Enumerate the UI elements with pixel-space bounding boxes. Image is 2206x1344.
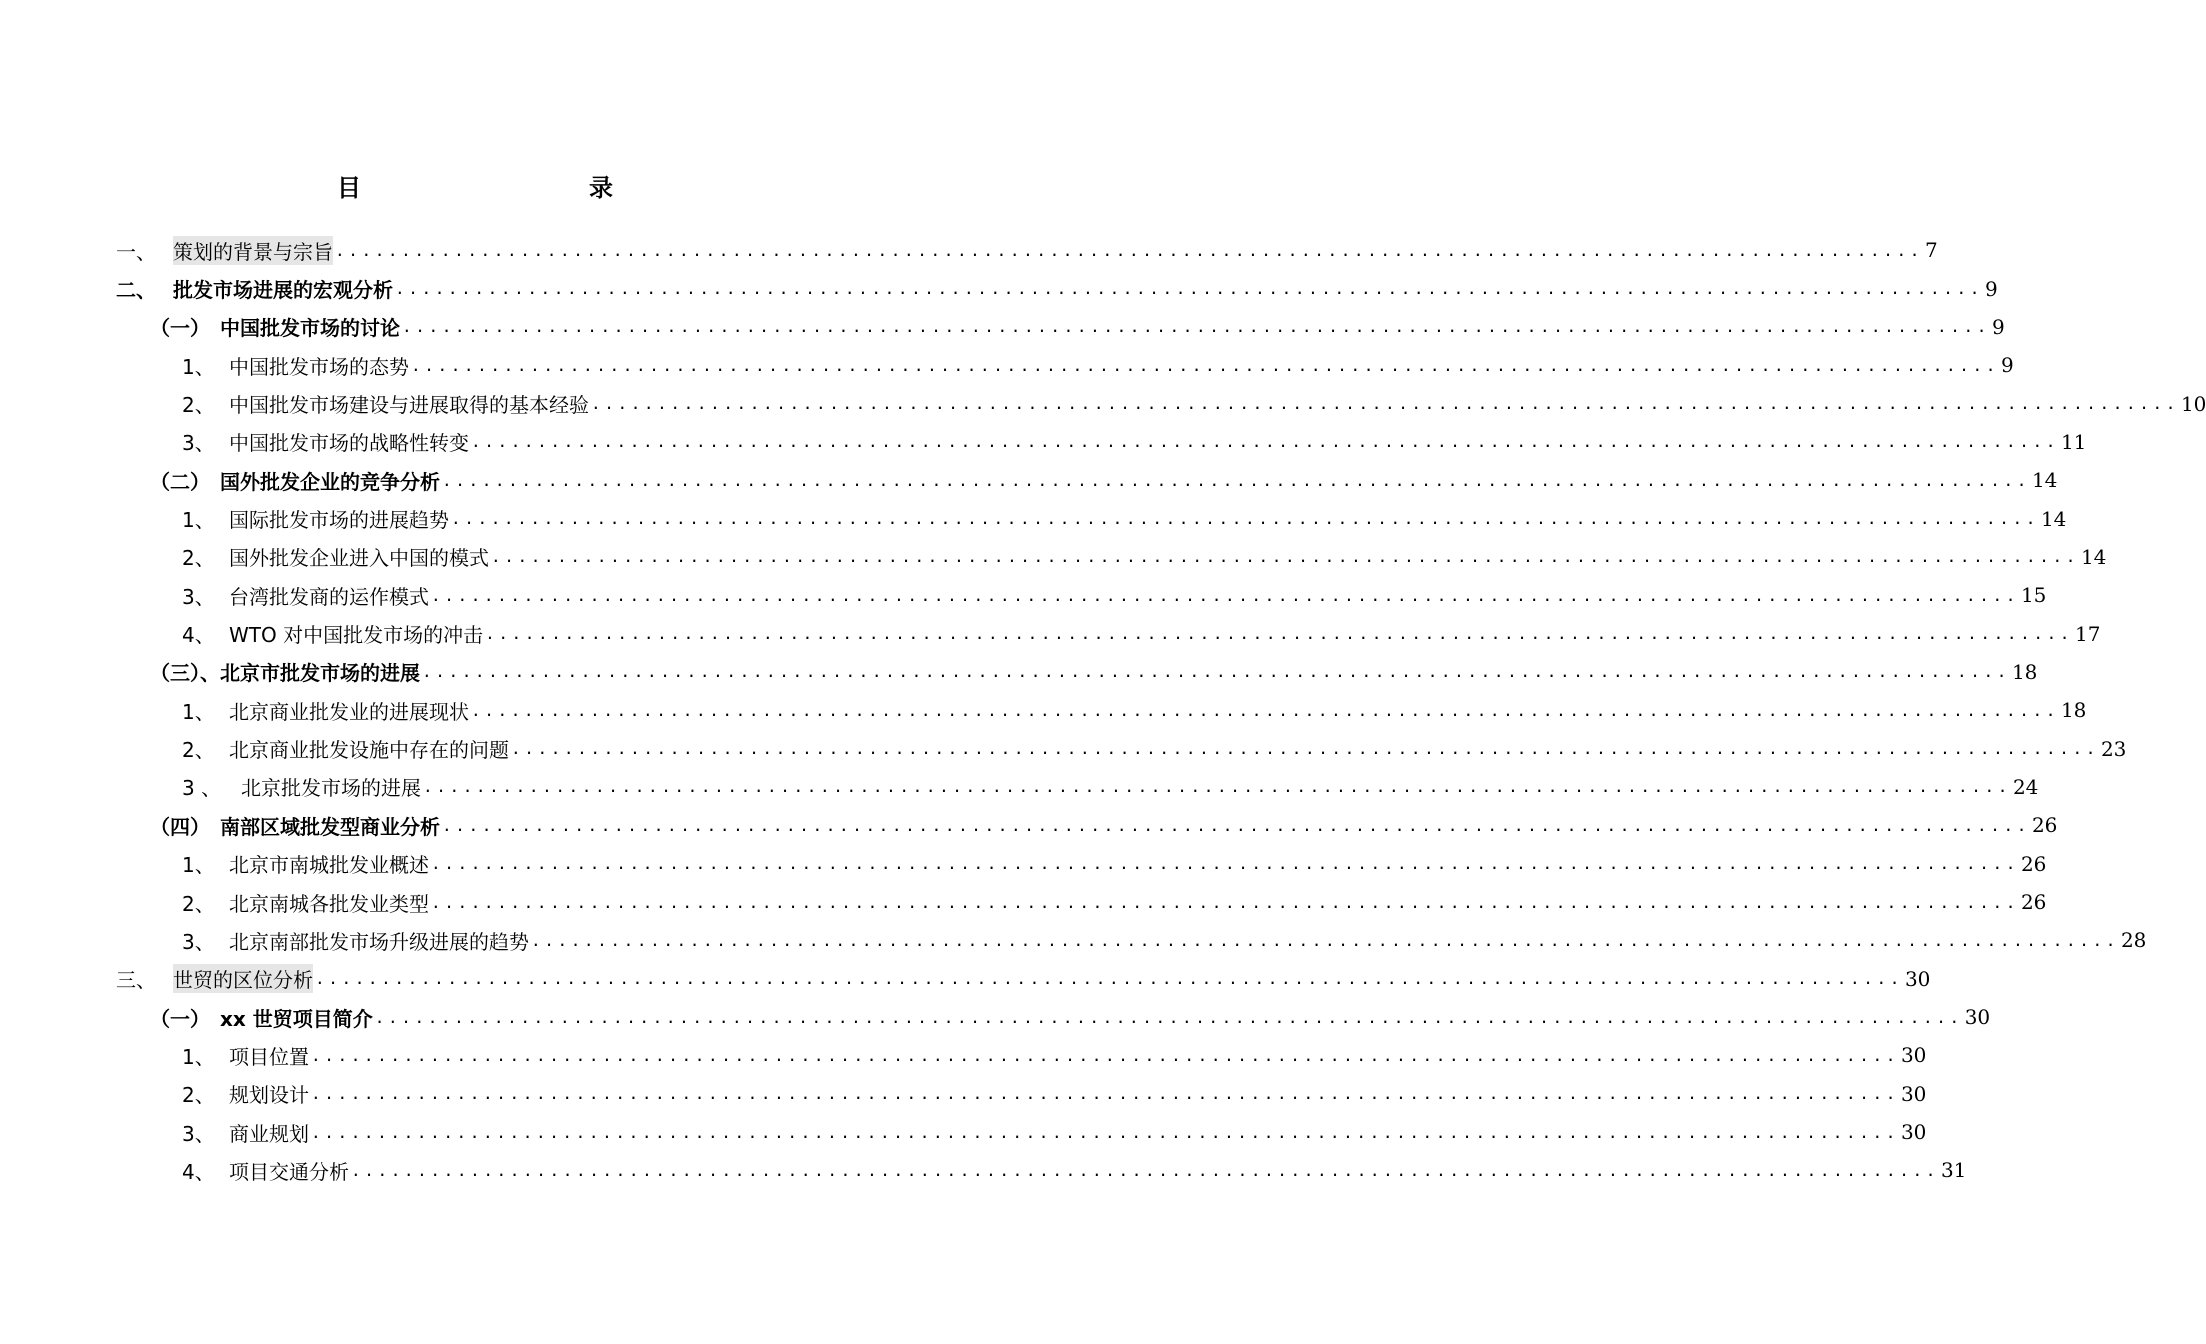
toc-entry[interactable] xyxy=(0,231,1938,269)
toc-entry[interactable] xyxy=(0,998,1991,1036)
toc-entry-number: 4、 xyxy=(182,1159,215,1184)
toc-entry-page-number: 14 xyxy=(2031,468,2058,493)
toc-entry-number: 1、 xyxy=(182,1044,215,1069)
toc-entry[interactable] xyxy=(0,729,2127,767)
toc-dot-leader: ........................................................................................................................ xyxy=(442,470,2030,490)
toc-entry-label: 中国批发市场的讨论 xyxy=(220,316,400,341)
toc-entry[interactable] xyxy=(0,384,2206,422)
toc-entry-page-number: 17 xyxy=(2075,621,2101,646)
toc-entry-number: 一、 xyxy=(116,239,156,264)
toc-entry-page-number: 7 xyxy=(1924,238,1938,263)
toc-entry-number: 1、 xyxy=(182,354,215,379)
toc-dot-leader: ........................................................................................................................ xyxy=(451,509,2039,529)
toc-entry-page-number: 14 xyxy=(2080,544,2107,569)
toc-entry[interactable] xyxy=(0,576,2047,614)
toc-entry-page-number: 26 xyxy=(2020,890,2047,915)
toc-entry-page-number: 15 xyxy=(2020,583,2047,608)
toc-dot-leader: ........................................................................................................................ xyxy=(471,432,2059,452)
table-of-contents xyxy=(0,231,2206,1190)
toc-entry[interactable] xyxy=(0,346,2014,384)
toc-entry[interactable] xyxy=(0,845,2047,883)
toc-entry-number: 3、 xyxy=(182,431,215,456)
toc-entry-label: 北京南部批发市场升级进展的趋势 xyxy=(229,929,529,954)
toc-dot-leader: ........................................................................................................................ xyxy=(511,739,2099,759)
toc-entry-label: WTO 对中国批发市场的冲击 xyxy=(229,623,484,648)
toc-entry[interactable] xyxy=(0,614,2101,652)
toc-dot-leader: ........................................................................................................................ xyxy=(335,240,1923,260)
toc-entry-label: 北京商业批发设施中存在的问题 xyxy=(229,738,509,763)
toc-entry-label: 规划设计 xyxy=(229,1083,309,1108)
toc-entry-label: 台湾批发商的运作模式 xyxy=(229,584,429,609)
toc-entry[interactable] xyxy=(0,461,2058,499)
toc-entry-number: 1、 xyxy=(182,699,215,724)
toc-entry[interactable] xyxy=(0,768,2039,806)
toc-entry-number: 3 、 xyxy=(182,776,222,801)
toc-dot-leader: ........................................................................................................................ xyxy=(485,624,2074,644)
toc-entry-page-number: 30 xyxy=(1900,1120,1927,1145)
toc-entry-label: 北京市南城批发业概述 xyxy=(229,853,429,878)
toc-dot-leader: ........................................................................................................................ xyxy=(442,815,2030,835)
toc-dot-leader: ........................................................................................................................ xyxy=(374,1007,1963,1027)
toc-dot-leader: ........................................................................................................................ xyxy=(431,892,2019,912)
toc-entry-page-number: 11 xyxy=(2060,429,2087,454)
toc-entry-number: 3、 xyxy=(182,1121,215,1146)
toc-dot-leader: ........................................................................................................................ xyxy=(431,585,2019,605)
toc-entry-number: 2、 xyxy=(182,1083,215,1108)
toc-entry-page-number: 28 xyxy=(2120,928,2147,953)
toc-entry-label: 南部区域批发型商业分析 xyxy=(220,814,440,839)
toc-dot-leader: ........................................................................................................................ xyxy=(311,1045,1899,1065)
toc-entry[interactable] xyxy=(0,921,2147,959)
toc-entry-label: 中国批发市场建设与进展取得的基本经验 xyxy=(229,393,589,418)
toc-entry[interactable] xyxy=(0,1113,1927,1151)
toc-entry[interactable] xyxy=(0,308,2005,346)
toc-entry-label: 国外批发企业进入中国的模式 xyxy=(229,546,489,571)
toc-entry-page-number: 30 xyxy=(1904,966,1931,991)
toc-dot-leader: ........................................................................................................................ xyxy=(411,355,1999,375)
toc-dot-leader: ........................................................................................................................ xyxy=(315,969,1903,989)
toc-entry-page-number: 31 xyxy=(1940,1158,1967,1183)
toc-entry-number: （一） xyxy=(150,1006,210,1031)
toc-entry[interactable] xyxy=(0,806,2058,844)
toc-entry-number: 1、 xyxy=(182,508,215,533)
toc-entry[interactable] xyxy=(0,538,2107,576)
toc-entry-page-number: 9 xyxy=(1984,276,1998,301)
toc-dot-leader: ........................................................................................................................ xyxy=(431,854,2019,874)
toc-entry-label: 中国批发市场的战略性转变 xyxy=(229,431,469,456)
toc-entry[interactable] xyxy=(0,960,1931,998)
toc-entry-number: 1、 xyxy=(182,853,215,878)
toc-entry[interactable] xyxy=(0,499,2067,537)
toc-entry-number: 2、 xyxy=(182,393,215,418)
toc-title: 目 录 xyxy=(337,174,673,202)
toc-entry-number: （四） xyxy=(150,814,210,839)
toc-entry-page-number: 9 xyxy=(1991,314,2005,339)
toc-entry-label: 北京市批发市场的进展 xyxy=(220,661,420,686)
toc-entry-label: 北京南城各批发业类型 xyxy=(229,891,429,916)
toc-entry-number: 2、 xyxy=(182,891,215,916)
toc-entry[interactable] xyxy=(0,653,2038,691)
toc-dot-leader: ........................................................................................................................ xyxy=(591,394,2179,414)
toc-entry-label: 项目位置 xyxy=(229,1044,309,1069)
toc-dot-leader: ........................................................................................................................ xyxy=(531,930,2119,950)
toc-dot-leader: ........................................................................................................................ xyxy=(351,1160,1939,1180)
toc-dot-leader: ........................................................................................................................ xyxy=(491,547,2079,567)
toc-entry-page-number: 18 xyxy=(2011,659,2038,684)
toc-entry-label: 北京批发市场的进展 xyxy=(241,776,421,801)
toc-entry-label: 批发市场进展的宏观分析 xyxy=(173,278,393,303)
toc-dot-leader: ........................................................................................................................ xyxy=(311,1122,1899,1142)
toc-entry-label: 中国批发市场的态势 xyxy=(229,354,409,379)
toc-entry-number: （三）、 xyxy=(150,661,220,686)
toc-dot-leader: ........................................................................................................................ xyxy=(395,279,1983,299)
toc-dot-leader: ........................................................................................................................ xyxy=(423,777,2011,797)
toc-entry-page-number: 26 xyxy=(2020,851,2047,876)
toc-entry[interactable] xyxy=(0,423,2087,461)
toc-entry[interactable] xyxy=(0,1151,1967,1189)
toc-entry-label: 国外批发企业的竞争分析 xyxy=(220,469,440,494)
toc-entry-label: 世贸的区位分析 xyxy=(173,964,313,993)
toc-entry-label: 国际批发市场的进展趋势 xyxy=(229,508,449,533)
toc-entry-number: 4、 xyxy=(182,623,215,648)
toc-entry-number: （一） xyxy=(150,316,210,341)
toc-entry[interactable] xyxy=(0,269,1998,307)
toc-entry[interactable] xyxy=(0,1036,1927,1074)
toc-entry-page-number: 18 xyxy=(2060,698,2087,723)
toc-entry-page-number: 30 xyxy=(1964,1005,1991,1030)
toc-entry-page-number: 24 xyxy=(2012,774,2039,799)
toc-entry-label: 商业规划 xyxy=(229,1121,309,1146)
toc-entry[interactable] xyxy=(0,883,2047,921)
toc-entry-page-number: 30 xyxy=(1900,1043,1927,1068)
toc-dot-leader: ........................................................................................................................ xyxy=(471,700,2059,720)
toc-entry-page-number: 26 xyxy=(2031,813,2058,838)
toc-entry-page-number: 14 xyxy=(2040,506,2067,531)
toc-entry[interactable] xyxy=(0,691,2087,729)
toc-entry-label: 策划的背景与宗旨 xyxy=(173,236,333,265)
toc-dot-leader: ........................................................................................................................ xyxy=(422,662,2010,682)
toc-entry-number: 2、 xyxy=(182,738,215,763)
toc-dot-leader: ........................................................................................................................ xyxy=(402,317,1990,337)
toc-entry-label: 北京商业批发业的进展现状 xyxy=(229,699,469,724)
toc-entry-number: 3、 xyxy=(182,584,215,609)
toc-entry-number: 二、 xyxy=(116,278,156,303)
toc-entry-label: xx 世贸项目简介 xyxy=(220,1006,373,1031)
toc-entry-number: 三、 xyxy=(116,968,156,993)
toc-entry-number: 2、 xyxy=(182,546,215,571)
toc-dot-leader: ........................................................................................................................ xyxy=(311,1084,1899,1104)
toc-entry-page-number: 9 xyxy=(2000,353,2014,378)
toc-entry-number: （二） xyxy=(150,469,210,494)
toc-entry-number: 3、 xyxy=(182,929,215,954)
toc-entry[interactable] xyxy=(0,1075,1927,1113)
toc-entry-page-number: 10 xyxy=(2180,391,2206,416)
toc-entry-page-number: 30 xyxy=(1900,1081,1927,1106)
toc-entry-label: 项目交通分析 xyxy=(229,1159,349,1184)
toc-entry-page-number: 23 xyxy=(2100,736,2127,761)
